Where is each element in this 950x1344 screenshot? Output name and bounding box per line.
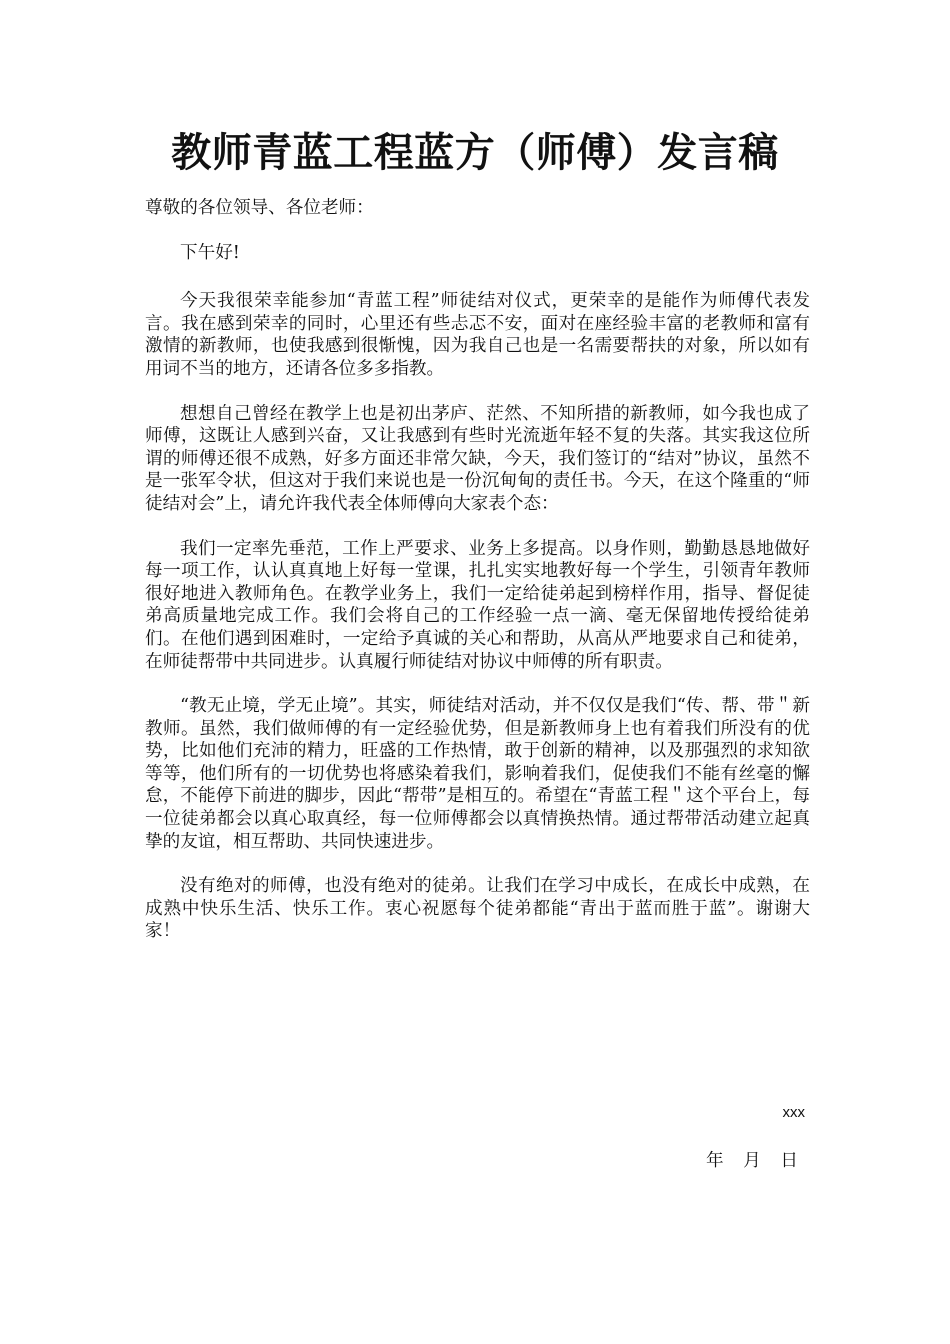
signature: xxx (782, 1104, 805, 1121)
paragraph-3: 我们一定率先垂范，工作上严要求、业务上多提高。以身作则，勤勤恳恳地做好每一项工作，认认真真地上好每一堂课，扎扎实实地教好每一个学生，引领青年教师很好地进入教师角色。在教学业务上，我们一定给徒弟起到榜样作用，指导、督促徒弟高质量地完成工作。我们会将自己的工作经验一点一滴、毫无保留地传授给徒弟们。在他们遇到困难时，一定给予真诚的关心和帮助，从高从严地要求自己和徒弟，在师徒帮带中共同进步。认真履行师徒结对协议中师傅的所有职责。 (145, 538, 810, 672)
document-body (145, 197, 810, 965)
document-title: 教师青蓝工程蓝方（师傅）发言稿 (171, 129, 779, 176)
paragraph-4: “教无止境，学无止境”。其实，师徒结对活动，并不仅仅是我们“传、帮、带＂新教师。虽然，我们做师傅的有一定经验优势，但是新教师身上也有着我们所没有的优势，比如他们充沛的精力，旺盛的工作热情，敢于创新的精神，以及那强烈的求知欲等等，他们所有的一切优势也将感染着我们，影响着我们，促使我们不能有丝毫的懈怠，不能停下前进的脚步，因此“帮带”是相互的。希望在“青蓝工程＂这个平台上，每一位徒弟都会以真心取真经，每一位师傅都会以真情换热情。通过帮带活动建立起真挚的友谊，相互帮助、共同快速进步。 (145, 696, 810, 852)
salutation: 尊敬的各位领导、各位老师： (145, 198, 374, 218)
paragraph-2: 想想自己曾经在教学上也是初出茅庐、茫然、不知所措的新教师，如今我也成了师傅，这既让人感到兴奋，又让我感到有些时光流逝年轻不复的失落。其实我这位所谓的师傅还很不成熟，好多方面还非常欠缺，今天，我们签订的“结对”协议，虽然不是一张军令状，但这对于我们来说也是一份沉甸甸的责任书。今天，在这个隆重的“师徒结对会”上，请允许我代表全体师傅向大家表个态： (145, 403, 810, 514)
date-line: 年 月 日 (706, 1151, 805, 1171)
paragraph-1: 今天我很荣幸能参加“青蓝工程”师徒结对仪式，更荣幸的是能作为师傅代表发言。我在感到荣幸的同时，心里还有些忐忑不安，面对在座经验丰富的老教师和富有激情的新教师，也使我感到很惭愧，因为我自己也是一名需要帮扶的对象，所以如有用词不当的地方，还请各位多多指教。 (145, 291, 810, 379)
greeting: 下午好! (180, 242, 240, 263)
paragraph-5: 没有绝对的师傅，也没有绝对的徒弟。让我们在学习中成长，在成长中成熟，在成熟中快乐生活、快乐工作。衷心祝愿每个徒弟都能“青出于蓝而胜于蓝”。谢谢大家！ (145, 876, 810, 942)
